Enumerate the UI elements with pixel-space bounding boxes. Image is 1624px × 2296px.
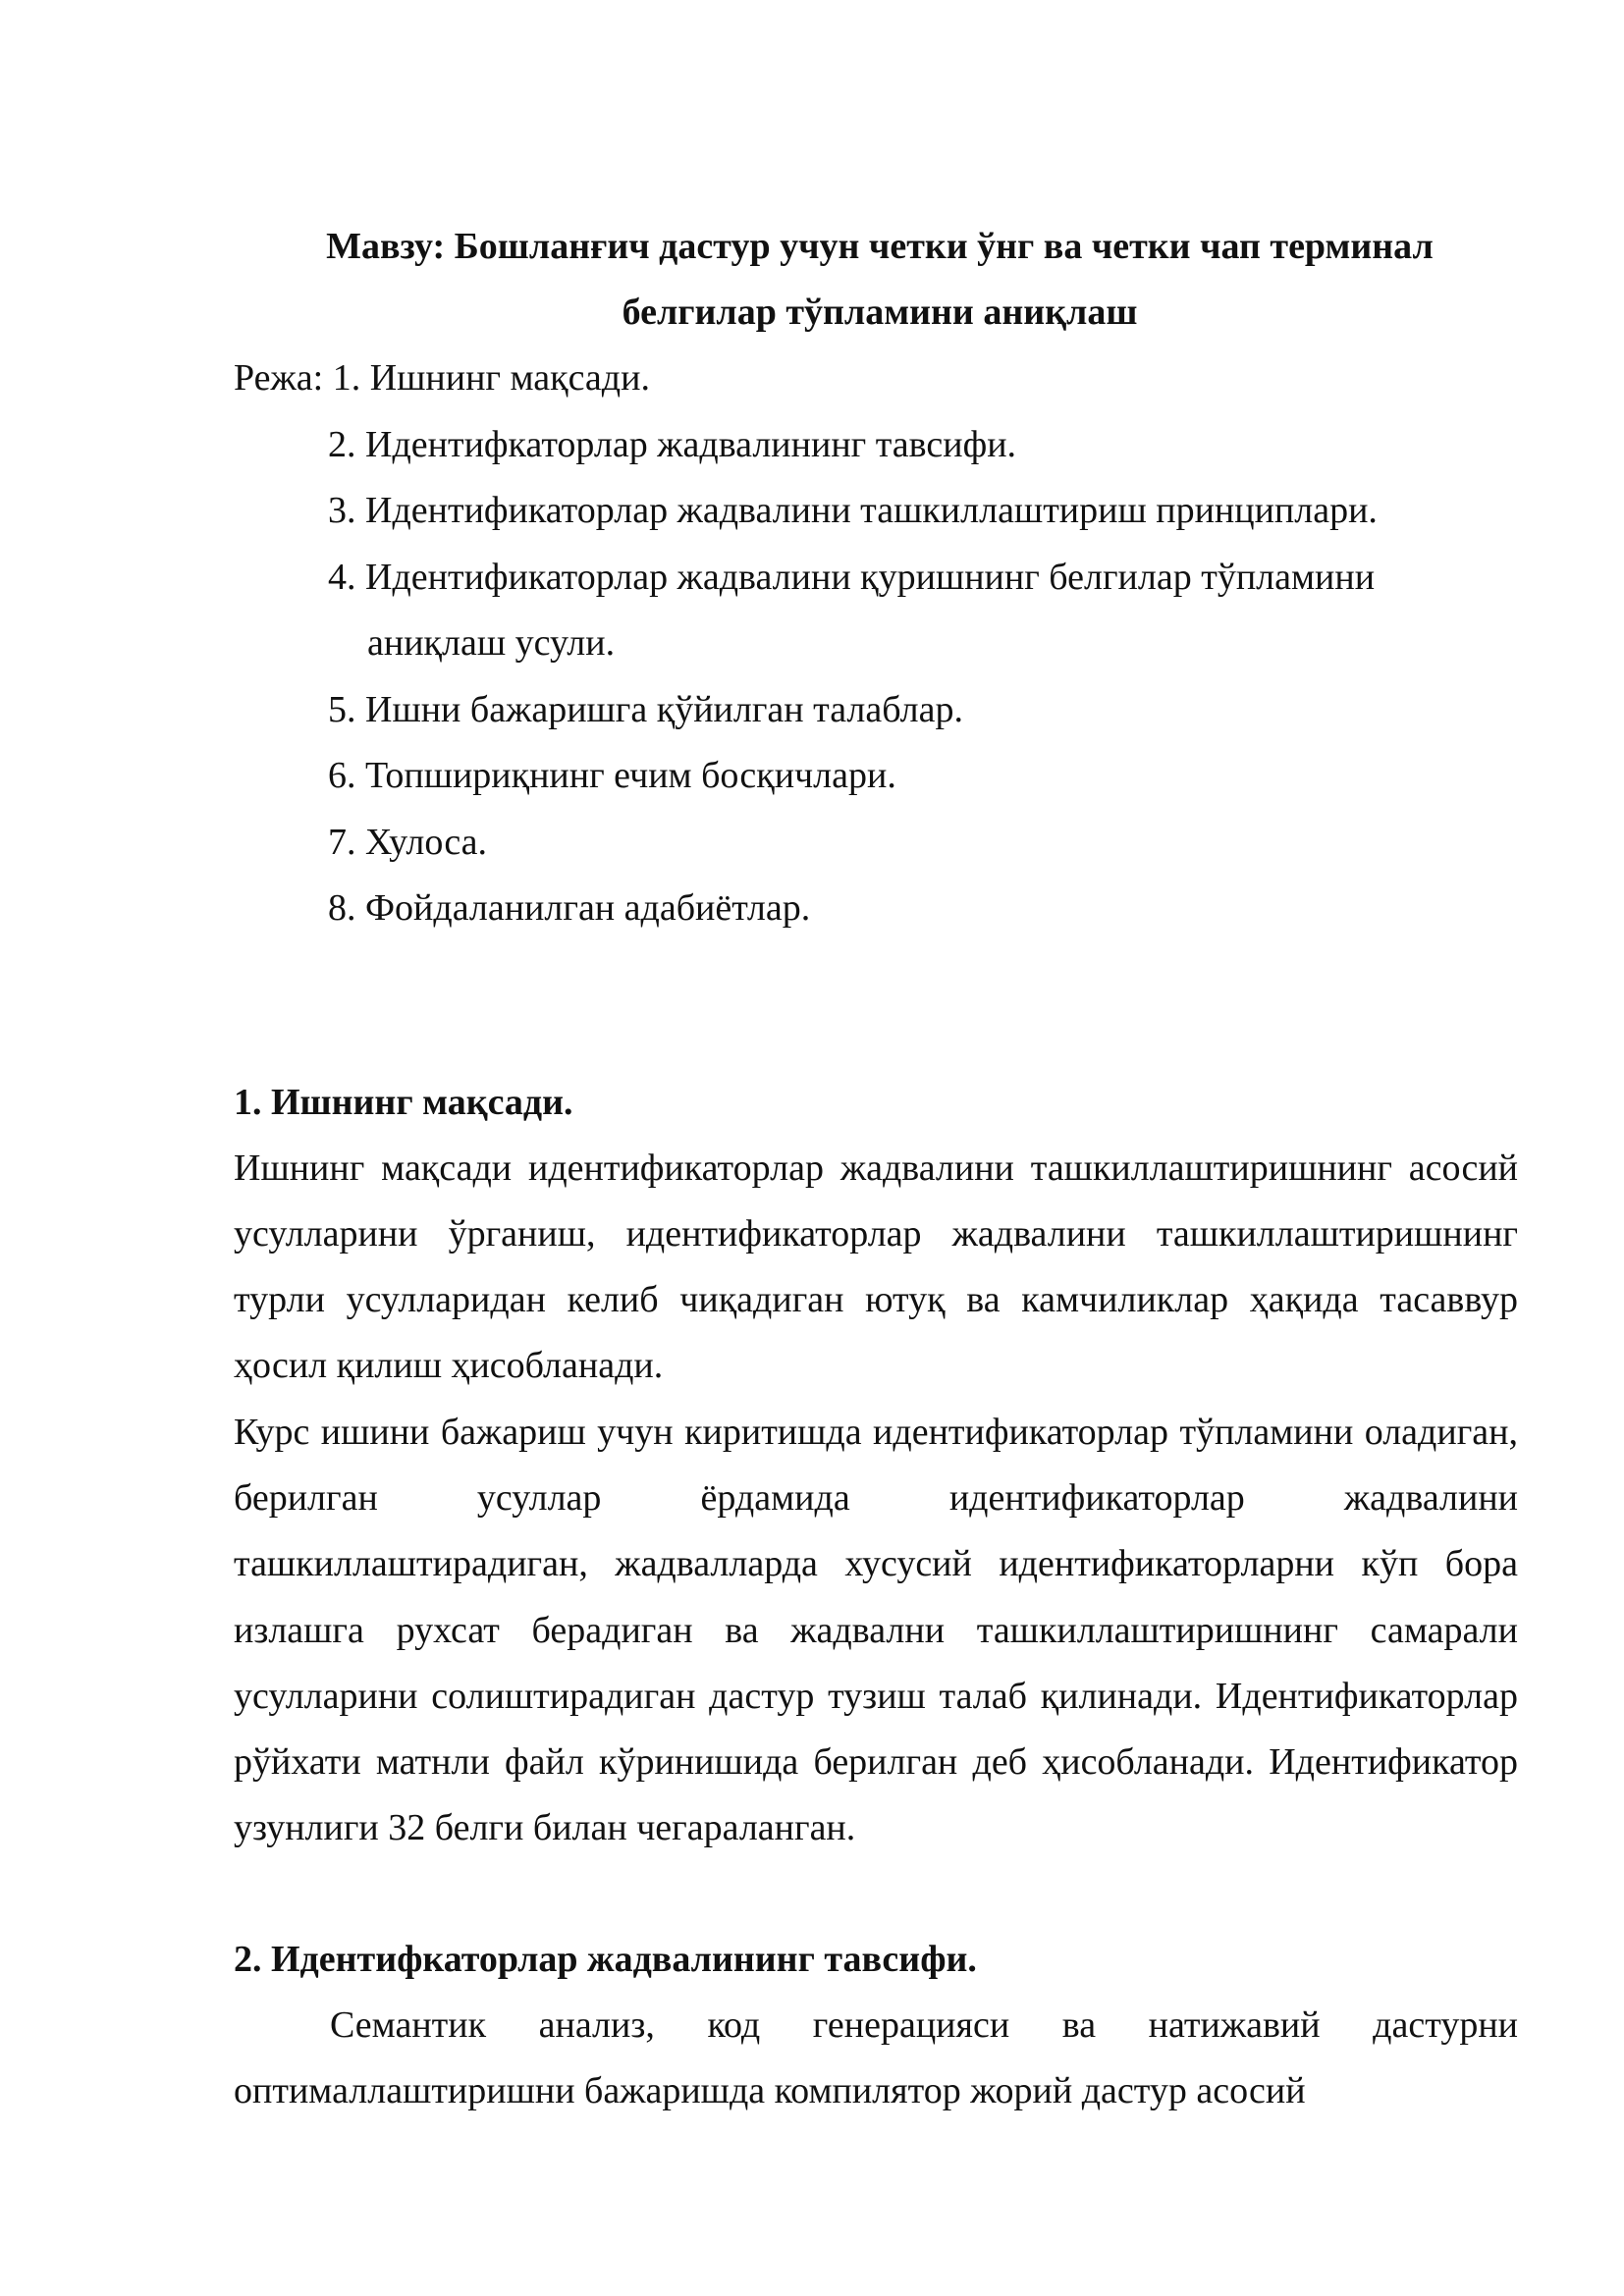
plan-row-1 (234, 346, 1518, 412)
plan-item-5: 5. Ишни бажаришга қўйилган талаблар. (328, 688, 963, 730)
section-1-paragraph-1: Ишнинг мақсади идентификаторлар жадвалини ташкиллаштиришнинг асосий усулларини ўрганиш, идентификаторлар жадвалини ташкиллаштиришнинг турли усулларидан келиб чиқадиган ютуқ ва камчиликлар ҳақида тасаввур ҳосил қилиш ҳисобланади. (234, 1147, 1518, 1387)
plan-item-4: 4. Идентификаторлар жадвалини қуришнинг белгилар тўпламини (328, 556, 1376, 598)
plan-item-7: 7. Хулоса. (328, 821, 488, 863)
section-2-heading: 2. Идентифкаторлар жадвалининг тавсифи. (234, 1938, 977, 1980)
document-title-line-2: белгилар тўпламини аниқлаш (622, 292, 1138, 333)
plan-item-6: 6. Топшириқнинг ечим босқичлари. (328, 755, 896, 796)
plan-item-4-continued: аниқлаш усули. (367, 622, 616, 664)
plan-list (234, 346, 1518, 942)
plan-label: Режа: (234, 357, 324, 399)
plan-item-8: 8. Фойдаланилган адабиётлар. (328, 887, 811, 929)
section-spacer (234, 1862, 1518, 1927)
plan-item-1: 1. Ишнинг мақсади. (332, 357, 650, 399)
section-1-heading: 1. Ишнинг мақсади. (234, 1081, 573, 1123)
document-title-line-1: Мавзу: Бошланғич дастур учун четки ўнг ва четки чап терминал (326, 226, 1434, 267)
section-spacer (234, 942, 1518, 1070)
plan-item-3: 3. Идентификаторлар жадвалини ташкиллаштириш принциплари. (328, 490, 1378, 531)
document-page (234, 214, 1518, 2124)
section-2-paragraph-1: Семантик анализ, код генерацияси ва натижавий дастурни оптималлаштиришни бажаришда компилятор жорий дастур асосий (234, 2003, 1518, 2112)
plan-item-2: 2. Идентифкаторлар жадвалининг тавсифи. (328, 423, 1017, 465)
section-1-paragraph-2: Курс ишини бажариш учун киритишда идентификаторлар тўпламини оладиган, берилган усуллар ёрдамида идентификаторлар жадвалини ташкиллаштирадиган, жадвалларда хусусий идентификаторларни кўп бора излашга рухсат берадиган ва жадвални ташкиллаштиришнинг самарали усулларини солиштирадиган дастур тузиш талаб қилинади. Идентификаторлар рўйхати матнли файл кўринишида берилган деб ҳисобланади. Идентификатор узунлиги 32 белги билан чегараланган. (234, 1411, 1518, 1849)
